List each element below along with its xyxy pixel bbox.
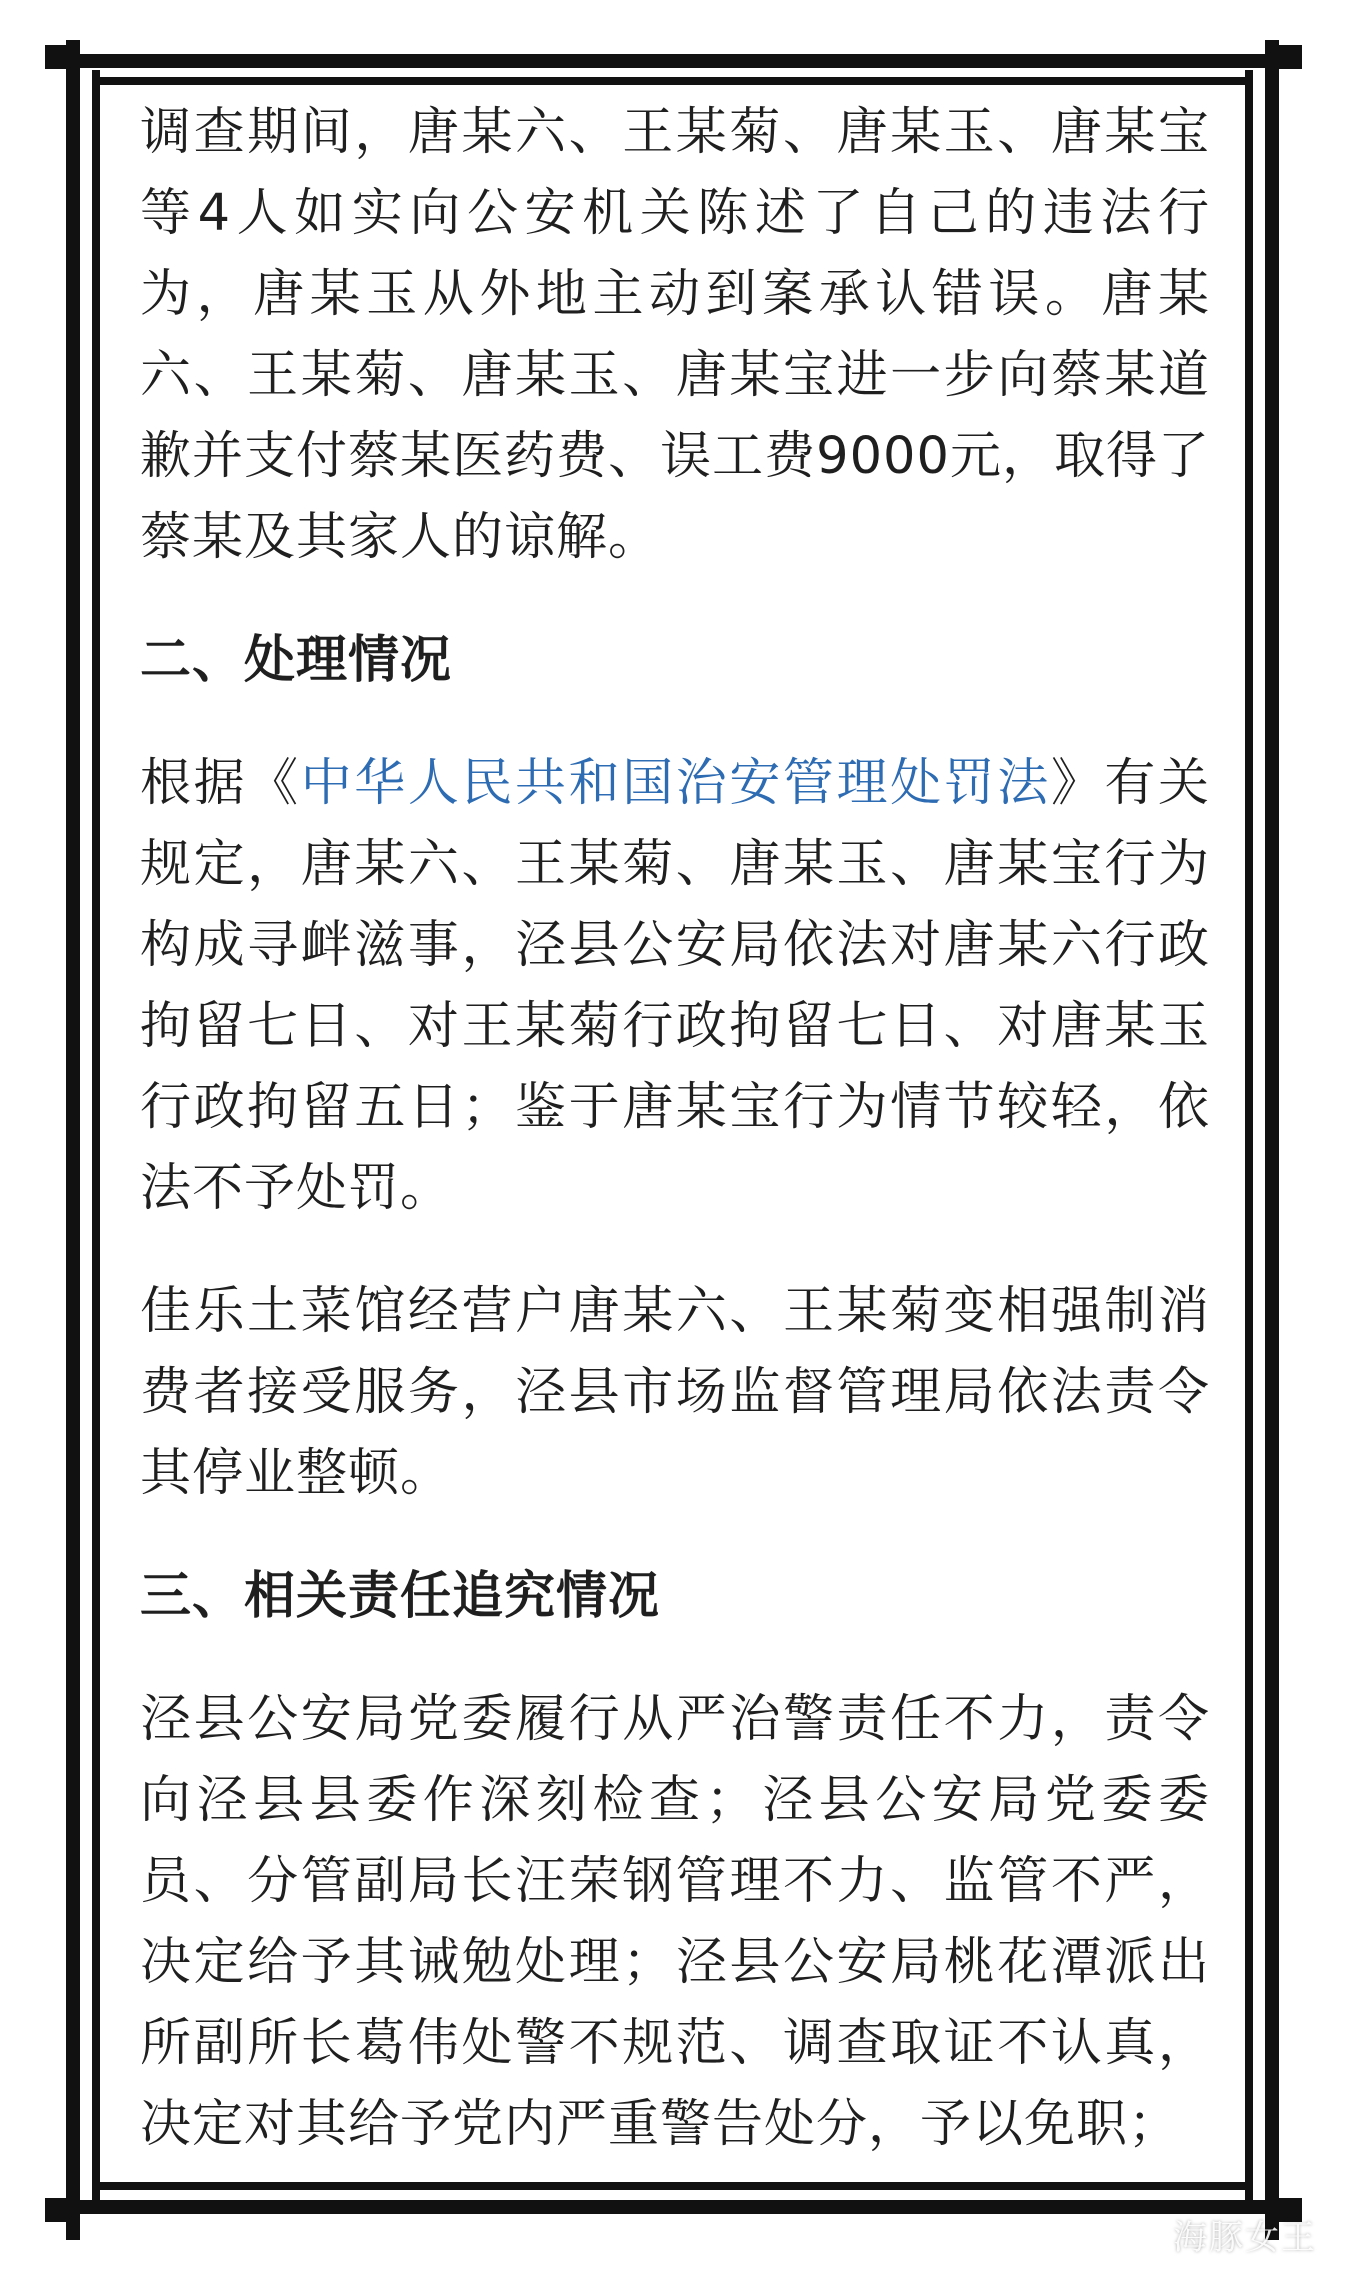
- paragraph-handling-suffix: 》有关规定，唐某六、王某菊、唐某玉、唐某宝行为构成寻衅滋事，泾县公安局依法对唐某六行政拘留七日、对王某菊行政拘留七日、对唐某玉行政拘留五日；鉴于唐某宝行为情节较轻，依法不予处罚。: [140, 754, 1210, 1218]
- frame-right-inner: [1245, 70, 1253, 2210]
- heading-accountability: 三、相关责任追究情况: [140, 1567, 661, 1626]
- frame-top-outer: [60, 54, 1280, 68]
- paragraph-investigation: 调查期间，唐某六、王某菊、唐某玉、唐某宝等4人如实向公安机关陈述了自己的违法行为，唐某玉从外地主动到案承认错误。唐某六、王某菊、唐某玉、唐某宝进一步向蔡某道歉并支付蔡某医药费、误工费9000元，取得了蔡某及其家人的谅解。: [140, 103, 1210, 567]
- article-body: [140, 92, 1210, 2152]
- paragraph-handling-prefix: 根据《: [140, 754, 301, 813]
- frame-corner-top-right: [1278, 45, 1302, 69]
- frame-right-outer: [1265, 40, 1279, 2240]
- law-link[interactable]: 中华人民共和国治安管理处罚法: [300, 754, 1051, 813]
- frame-corner-top-left: [45, 45, 69, 69]
- heading-handling: 二、处理情况: [140, 631, 453, 690]
- frame-bottom-outer: [60, 2200, 1280, 2214]
- paragraph-accountability: 泾县公安局党委履行从严治警责任不力，责令向泾县县委作深刻检查；泾县公安局党委委员、分管副局长汪荣钢管理不力、监管不严，决定给予其诫勉处理；泾县公安局桃花潭派出所副所长葛伟处警不规范、调查取证不认真，决定对其给予党内严重警告处分，予以免职；: [140, 1690, 1210, 2152]
- frame-bottom-inner: [95, 2182, 1245, 2190]
- frame-left-outer: [66, 40, 80, 2240]
- paragraph-handling: [140, 743, 1210, 1229]
- frame-left-inner: [92, 70, 100, 2210]
- watermark: 海豚女王: [1173, 2218, 1317, 2258]
- frame-corner-bottom-left: [45, 2198, 69, 2222]
- frame-top-inner: [95, 77, 1245, 85]
- paragraph-restaurant: 佳乐土菜馆经营户唐某六、王某菊变相强制消费者接受服务，泾县市场监督管理局依法责令其停业整顿。: [140, 1282, 1210, 1503]
